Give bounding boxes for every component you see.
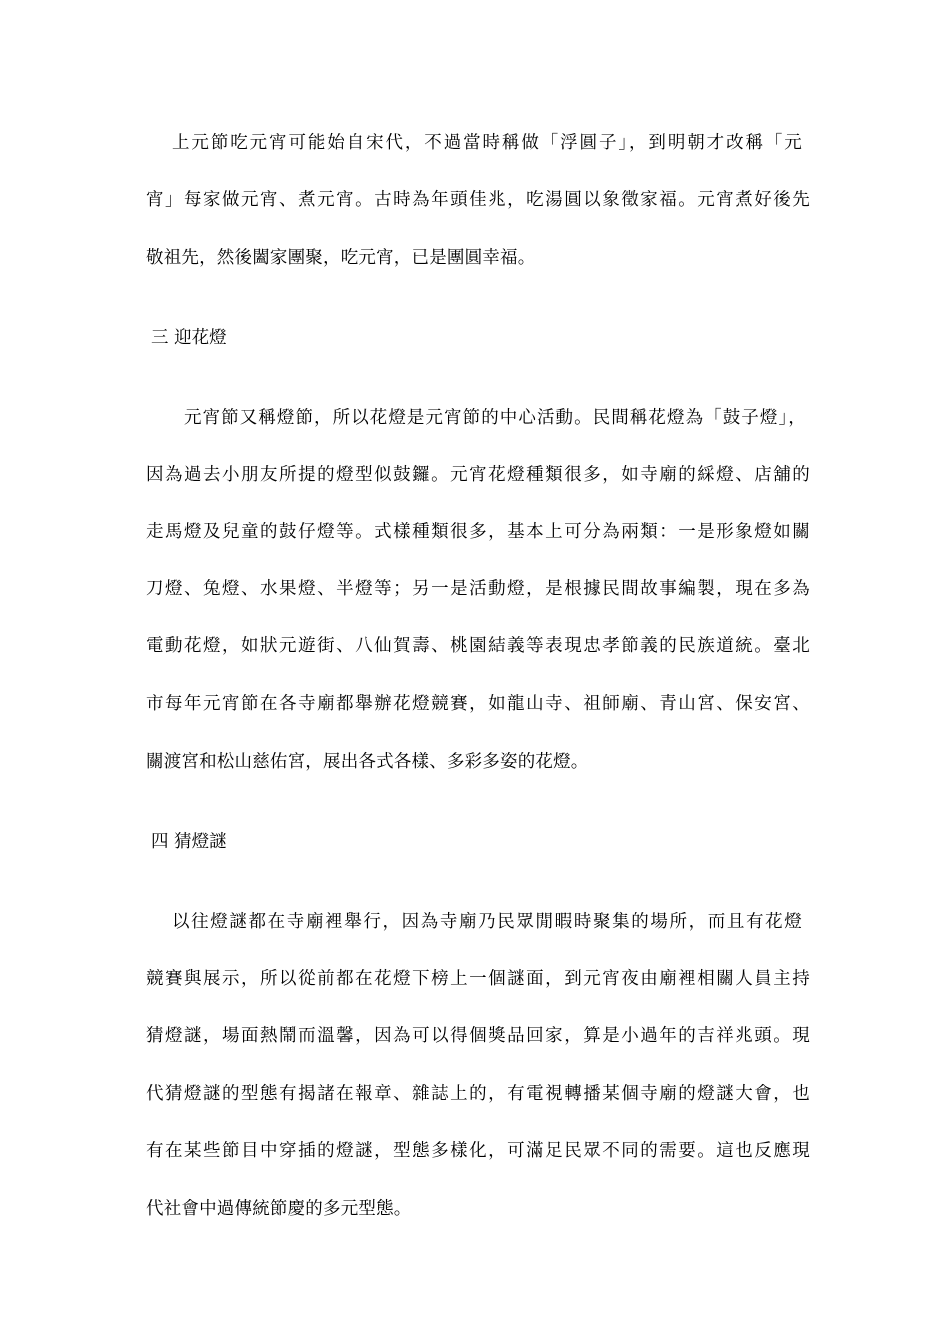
paragraph-riddles-line-6: 代社會中過傳統節慶的多元型態。: [146, 1199, 412, 1219]
paragraph-yuanxiao-line-3: 敬祖先，然後闔家團聚，吃元宵，已是團圓幸福。: [146, 248, 536, 268]
paragraph-lanterns-line-7: 關渡宮和松山慈佑宮，展出各式各樣、多彩多姿的花燈。: [146, 752, 589, 772]
paragraph-lanterns-line-1: 元宵節又稱燈節，所以花燈是元宵節的中心活動。民間稱花燈為「鼓子燈」，: [184, 408, 806, 428]
paragraph-riddles-line-2: 競賽與展示，所以從前都在花燈下榜上一個謎面，到元宵夜由廟裡相關人員主持: [146, 969, 810, 989]
paragraph-lanterns-line-2: 因為過去小朋友所提的燈型似鼓鑼。元宵花燈種類很多，如寺廟的綵燈、店舖的: [146, 465, 810, 485]
paragraph-lanterns-line-3: 走馬燈及兒童的鼓仔燈等。式樣種類很多，基本上可分為兩類：一是形象燈如關: [146, 522, 810, 542]
paragraph-yuanxiao-line-2: 宵」每家做元宵、煮元宵。古時為年頭佳兆，吃湯圓以象徵家福。元宵煮好後先: [146, 190, 810, 210]
paragraph-riddles-line-1: 以往燈謎都在寺廟裡舉行，因為寺廟乃民眾閒暇時聚集的場所，而且有花燈: [172, 912, 802, 932]
section-heading-lanterns: 三 迎花燈: [151, 328, 227, 348]
paragraph-riddles-line-4: 代猜燈謎的型態有揭諸在報章、雜誌上的，有電視轉播某個寺廟的燈謎大會，也: [146, 1084, 810, 1104]
paragraph-riddles-line-3: 猜燈謎，場面熱鬧而溫馨，因為可以得個獎品回家，算是小過年的吉祥兆頭。現: [146, 1026, 810, 1046]
paragraph-yuanxiao-line-1: 上元節吃元宵可能始自宋代，不過當時稱做「浮圓子」，到明朝才改稱「元: [172, 133, 802, 153]
paragraph-lanterns-line-5: 電動花燈，如狀元遊街、八仙賀壽、桃園結義等表現忠孝節義的民族道統。臺北: [146, 636, 810, 656]
paragraph-lanterns-line-4: 刀燈、兔燈、水果燈、半燈等；另一是活動燈，是根據民間故事編製，現在多為: [146, 579, 810, 599]
paragraph-riddles-line-5: 有在某些節目中穿插的燈謎，型態多樣化，可滿足民眾不同的需要。這也反應現: [146, 1141, 810, 1161]
paragraph-lanterns-line-6: 市每年元宵節在各寺廟都舉辦花燈競賽，如龍山寺、祖師廟、青山宮、保安宮、: [146, 694, 810, 714]
section-heading-riddles: 四 猜燈謎: [151, 832, 227, 852]
